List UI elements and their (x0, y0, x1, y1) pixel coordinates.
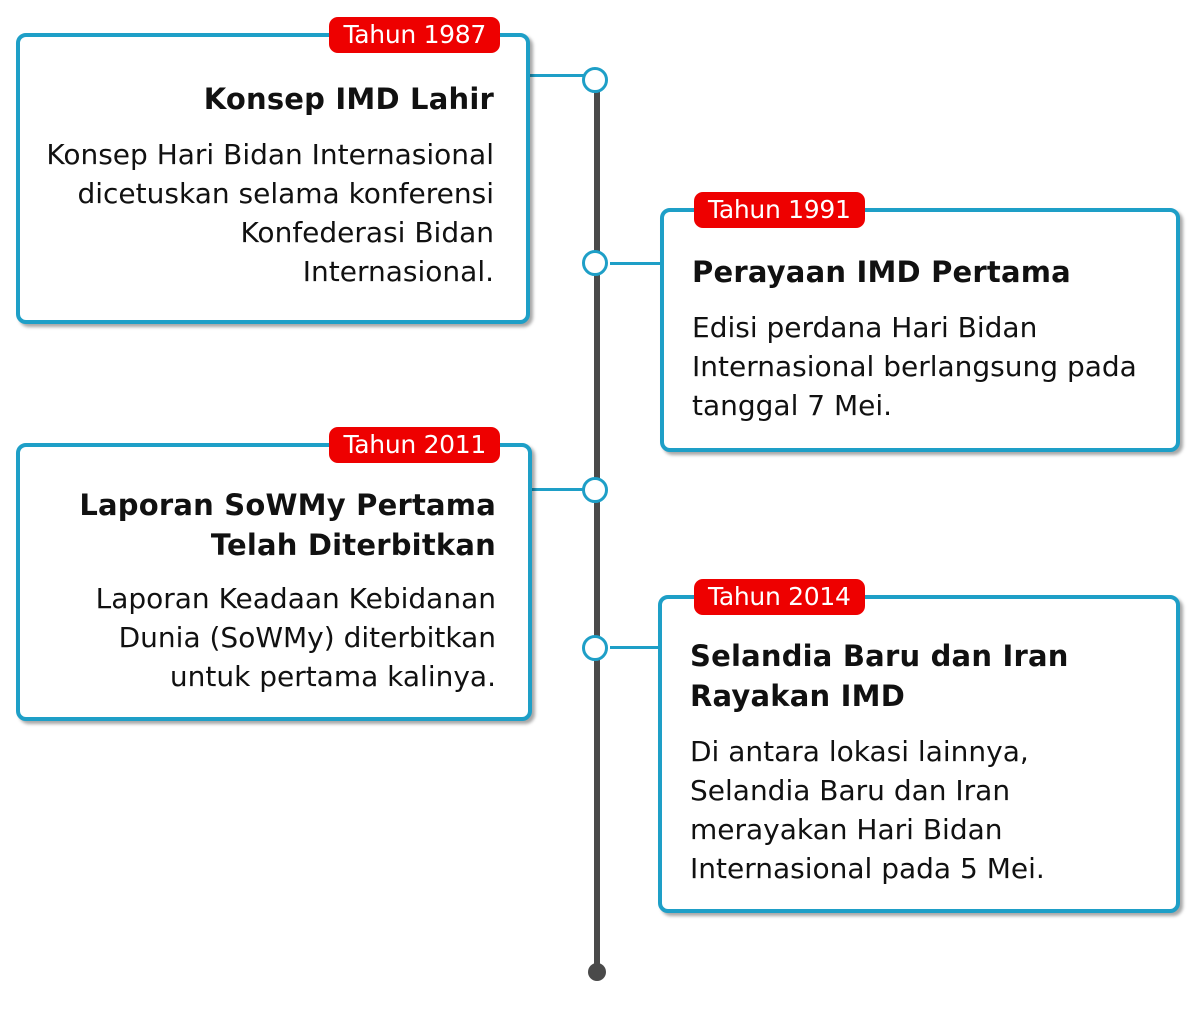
connector-line (610, 646, 662, 649)
year-badge: Tahun 2014 (694, 579, 865, 615)
event-description: Di antara lokasi lainnya, Selandia Baru dan Iran merayakan Hari Bidan Internasional pada 5 Mei. (690, 735, 1045, 885)
timeline-node (582, 477, 608, 503)
connector-line (530, 488, 584, 491)
event-description: Konsep Hari Bidan Internasional dicetuskan selama konferensi Konfederasi Bidan Internasional. (46, 138, 494, 288)
timeline-node (582, 635, 608, 661)
timeline-end-dot (588, 963, 606, 981)
event-title: Perayaan IMD Pertama (692, 255, 1071, 289)
event-title: Laporan SoWMy Pertama Telah Diterbitkan (79, 488, 496, 562)
timeline-axis (594, 80, 600, 974)
event-title: Konsep IMD Lahir (203, 82, 494, 116)
event-card-1987 (16, 20, 530, 324)
event-card-2011 (16, 430, 532, 721)
connector-line (528, 74, 584, 77)
event-card-1991 (660, 195, 1180, 452)
timeline-node (582, 67, 608, 93)
year-badge: Tahun 1987 (329, 17, 500, 53)
event-description: Laporan Keadaan Kebidanan Dunia (SoWMy) diterbitkan untuk pertama kalinya. (95, 582, 496, 693)
connector-line (610, 262, 662, 265)
event-description: Edisi perdana Hari Bidan Internasional berlangsung pada tanggal 7 Mei. (692, 311, 1137, 422)
year-badge: Tahun 2011 (329, 427, 500, 463)
timeline-node (582, 250, 608, 276)
event-title: Selandia Baru dan Iran Rayakan IMD (690, 639, 1069, 713)
year-badge: Tahun 1991 (694, 192, 865, 228)
event-card-2014 (658, 582, 1180, 913)
